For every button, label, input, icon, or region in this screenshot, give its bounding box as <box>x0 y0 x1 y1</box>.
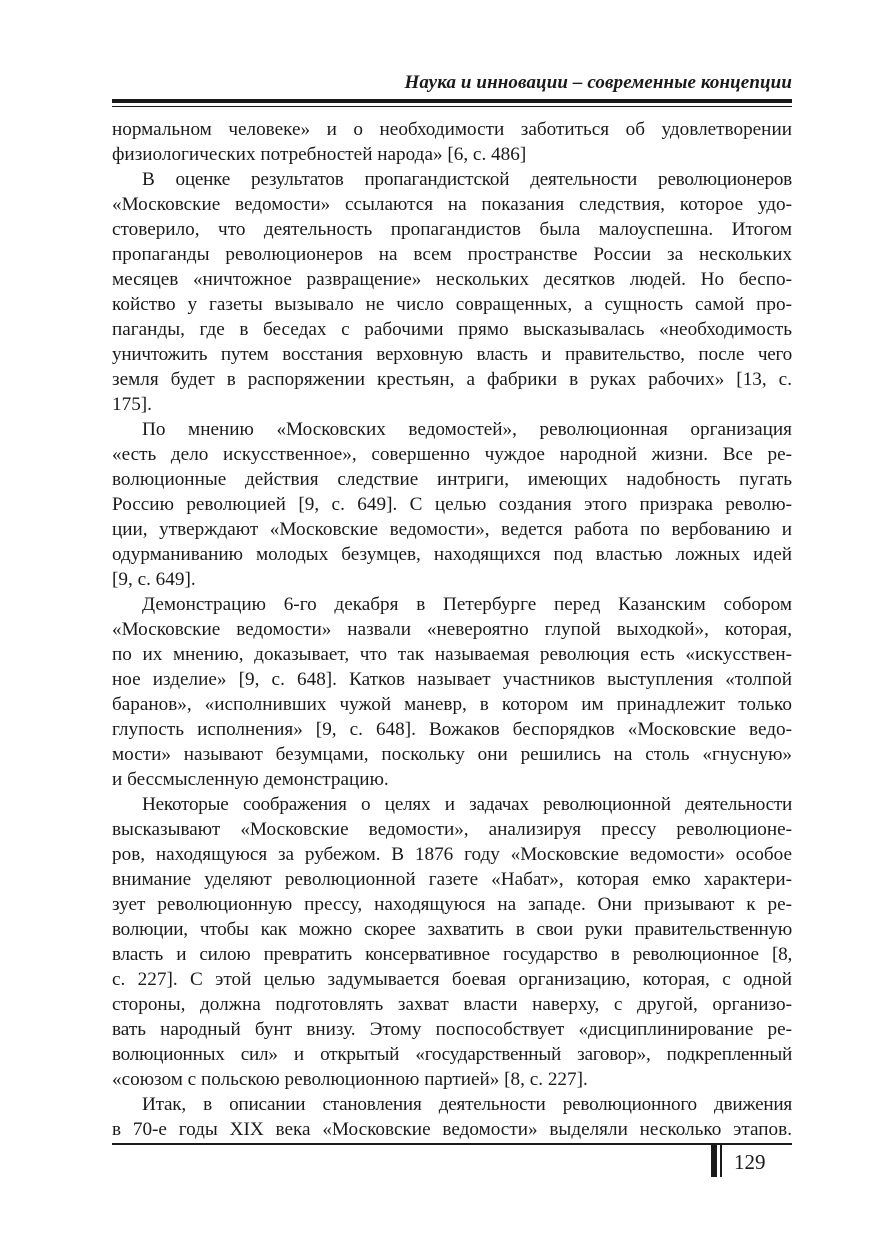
text-line: баранов», «исполнивших чужой маневр, в котором им принадлежит только <box>112 694 792 715</box>
text-line: волюции, чтобы как можно скорее захватить в свои руки правительственную <box>112 919 792 940</box>
footer-rule <box>112 1143 792 1145</box>
text-line: одурманиванию молодых безумцев, находящихся под властью ложных идей <box>112 544 792 565</box>
text-line: в 70-е годы XIX века «Московские ведомости» выделяли несколько этапов. <box>112 1119 792 1140</box>
text-line: Россию революцией [9, с. 649]. С целью создания этого призрака револю- <box>112 494 792 515</box>
text-line: физиологических потребностей народа» [6, с. 486] <box>112 144 527 165</box>
text-line: По мнению «Московских ведомостей», революционная организация <box>142 419 792 440</box>
text-line: глупость исполнения» [9, с. 648]. Вожаков беспорядков «Московские ведо- <box>112 719 792 740</box>
text-line: и бессмысленную демонстрацию. <box>112 769 389 790</box>
text-line: В оценке результатов пропагандистской деятельности революционеров <box>142 169 792 190</box>
text-line: месяцев «ничтожное развращение» нескольких десятков людей. Но беспо- <box>112 269 792 290</box>
text-line: с. 227]. С этой целью задумывается боевая организацию, которая, с одной <box>112 969 792 990</box>
text-line: ров, находящуюся за рубежом. В 1876 году «Московские ведомости» особое <box>112 844 792 865</box>
text-line: волюционные действия следствие интриги, имеющих надобность пугать <box>112 469 792 490</box>
text-line: Итак, в описании становления деятельности революционного движения <box>142 1094 792 1115</box>
text-line: мости» называют безумцами, поскольку они решились на столь «гнусную» <box>112 744 792 765</box>
text-line: стороны, должна подготовлять захват власти наверху, с другой, организо- <box>112 994 792 1015</box>
text-line: ное изделие» [9, с. 648]. Катков называет участников выступления «толпой <box>112 669 792 690</box>
running-header-title: Наука и инновации – современные концепции <box>404 72 792 93</box>
text-line: «союзом с польскою революционною партией» [8, с. 227]. <box>112 1069 588 1090</box>
text-line: паганды, где в беседах с рабочими прямо высказывалась «необходимость <box>112 319 792 340</box>
page-number: 129 <box>734 1150 766 1174</box>
text-line: «Московские ведомости» назвали «невероятно глупой выходкой», которая, <box>112 619 792 640</box>
text-line: внимание уделяют революционной газете «Набат», которая емко характери- <box>112 869 792 890</box>
text-line: Некоторые соображения о целях и задачах революционной деятельности <box>142 794 792 815</box>
text-line: [9, с. 649]. <box>112 569 196 590</box>
text-line: койство у газеты вызывало не число совращенных, а сущность самой про- <box>112 294 792 315</box>
header-rule-thick <box>112 99 792 103</box>
text-line: вать народный бунт внизу. Этому поспособствует «дисциплинирование ре- <box>112 1019 792 1040</box>
text-line: «есть дело искусственное», совершенно чуждое народной жизни. Все ре- <box>112 444 792 465</box>
text-line: 175]. <box>112 394 152 415</box>
page-number-bar-thin <box>720 1145 722 1177</box>
text-line: пропаганды революционеров на всем пространстве России за нескольких <box>112 244 792 265</box>
text-line: волюционных сил» и открытый «государственный заговор», подкрепленный <box>112 1044 792 1065</box>
text-line: нормальном человеке» и о необходимости заботиться об удовлетворении <box>112 119 792 140</box>
text-line: высказывают «Московские ведомости», анализируя прессу революционе- <box>112 819 792 840</box>
text-line: зует революционную прессу, находящуюся на западе. Они призывают к ре- <box>112 894 792 915</box>
page-number-bar-thick <box>711 1143 717 1177</box>
text-line: земля будет в распоряжении крестьян, а фабрики в руках рабочих» [13, с. <box>112 369 792 390</box>
body-text <box>112 117 792 1142</box>
text-line: Демонстрацию 6-го декабря в Петербурге перед Казанским собором <box>142 594 792 615</box>
text-line: стоверило, что деятельность пропагандистов была малоуспешна. Итогом <box>112 219 792 240</box>
header-rule-thin <box>112 106 792 107</box>
text-line: «Московские ведомости» ссылаются на показания следствия, которое удо- <box>112 194 792 215</box>
text-line: по их мнению, доказывает, что так называемая революция есть «искусствен- <box>112 644 792 665</box>
text-line: ции, утверждают «Московские ведомости», ведется работа по вербованию и <box>112 519 792 540</box>
text-line: власть и силою превратить консервативное государство в революционное [8, <box>112 944 792 965</box>
text-line: уничтожить путем восстания верховную власть и правительство, после чего <box>112 344 792 365</box>
